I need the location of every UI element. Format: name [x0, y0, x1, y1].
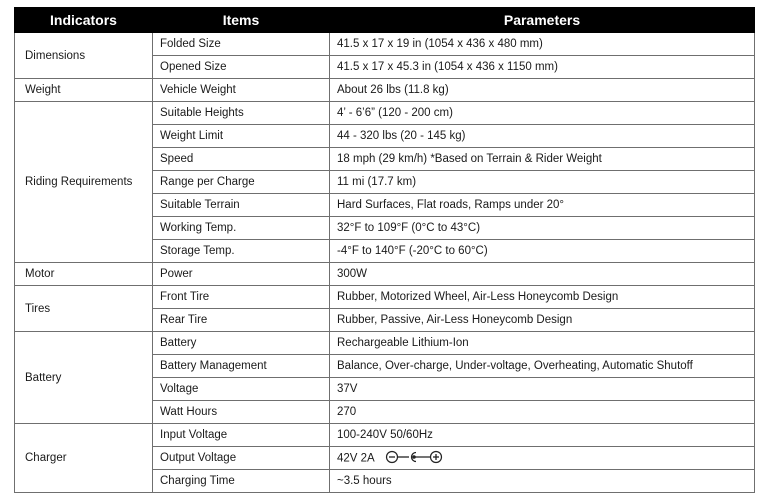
parameter-value: Hard Surfaces, Flat roads, Ramps under 20° — [337, 199, 565, 211]
parameter-cell — [330, 401, 755, 424]
item-cell: Opened Size — [153, 56, 330, 79]
indicator-cell: Charger — [15, 424, 153, 493]
table-row — [15, 79, 755, 102]
item-cell: Storage Temp. — [153, 240, 330, 263]
parameter-value: 42V 2A — [337, 452, 375, 465]
parameter-cell — [330, 378, 755, 401]
item-cell: Watt Hours — [153, 401, 330, 424]
indicator-cell: Weight — [15, 79, 153, 102]
parameter-cell — [330, 217, 755, 240]
parameter-value: 41.5 x 17 x 19 in (1054 x 436 x 480 mm) — [337, 38, 543, 50]
parameter-cell — [330, 194, 755, 217]
parameter-cell — [330, 240, 755, 263]
item-cell: Weight Limit — [153, 125, 330, 148]
parameter-cell — [330, 148, 755, 171]
item-cell: Input Voltage — [153, 424, 330, 447]
item-cell: Range per Charge — [153, 171, 330, 194]
item-cell: Charging Time — [153, 470, 330, 493]
table-body — [15, 33, 755, 493]
parameter-cell — [330, 79, 755, 102]
parameter-value: 300W — [337, 268, 368, 280]
item-cell: Front Tire — [153, 286, 330, 309]
header-parameters: Parameters — [330, 8, 755, 33]
parameter-value: -4°F to 140°F (-20°C to 60°C) — [337, 245, 488, 257]
item-cell: Power — [153, 263, 330, 286]
table-row — [15, 263, 755, 286]
parameter-cell — [330, 102, 755, 125]
table-row — [15, 33, 755, 56]
item-cell: Battery — [153, 332, 330, 355]
item-cell: Suitable Heights — [153, 102, 330, 125]
item-cell: Working Temp. — [153, 217, 330, 240]
item-cell: Speed — [153, 148, 330, 171]
parameter-cell — [330, 355, 755, 378]
parameter-cell — [330, 447, 755, 470]
item-cell: Vehicle Weight — [153, 79, 330, 102]
header-row — [15, 8, 755, 33]
parameter-value: ~3.5 hours — [337, 475, 392, 487]
parameter-value: 100-240V 50/60Hz — [337, 429, 433, 441]
parameter-value: 41.5 x 17 x 45.3 in (1054 x 436 x 1150 mm) — [337, 61, 558, 73]
indicator-cell: Riding Requirements — [15, 102, 153, 263]
parameter-value: Rubber, Motorized Wheel, Air-Less Honeycomb Design — [337, 291, 619, 303]
parameter-value: Balance, Over-charge, Under-voltage, Overheating, Automatic Shutoff — [337, 360, 693, 372]
parameter-value: 11 mi (17.7 km) — [337, 176, 417, 188]
parameter-value: About 26 lbs (11.8 kg) — [337, 84, 449, 96]
item-cell: Voltage — [153, 378, 330, 401]
parameter-value: 37V — [337, 383, 358, 395]
parameter-value: 4’ - 6’6” (120 - 200 cm) — [337, 107, 453, 119]
parameter-value: 32°F to 109°F (0°C to 43°C) — [337, 222, 481, 234]
table-row — [15, 102, 755, 125]
indicator-cell: Tires — [15, 286, 153, 332]
parameter-cell — [330, 332, 755, 355]
header-indicators: Indicators — [15, 8, 153, 33]
parameter-value: Rechargeable Lithium-Ion — [337, 337, 469, 349]
parameter-value: 270 — [337, 406, 357, 418]
table-row — [15, 286, 755, 309]
parameter-value: 44 - 320 lbs (20 - 145 kg) — [337, 130, 466, 142]
parameter-cell — [330, 309, 755, 332]
indicator-cell: Dimensions — [15, 33, 153, 79]
header-items: Items — [153, 8, 330, 33]
parameter-cell — [330, 424, 755, 447]
parameter-value: 18 mph (29 km/h) *Based on Terrain & Rider Weight — [337, 153, 602, 165]
parameter-cell — [330, 263, 755, 286]
indicator-cell: Motor — [15, 263, 153, 286]
table-row — [15, 332, 755, 355]
dc-polarity-icon — [385, 450, 443, 467]
item-cell: Battery Management — [153, 355, 330, 378]
indicator-cell: Battery — [15, 332, 153, 424]
parameter-cell — [330, 171, 755, 194]
parameter-cell — [330, 470, 755, 493]
item-cell: Folded Size — [153, 33, 330, 56]
table-row — [15, 424, 755, 447]
item-cell: Suitable Terrain — [153, 194, 330, 217]
parameter-cell — [330, 125, 755, 148]
parameter-cell — [330, 286, 755, 309]
parameter-cell — [330, 33, 755, 56]
item-cell: Output Voltage — [153, 447, 330, 470]
parameter-cell — [330, 56, 755, 79]
parameter-value: Rubber, Passive, Air-Less Honeycomb Design — [337, 314, 573, 326]
specifications-table — [14, 7, 755, 493]
item-cell: Rear Tire — [153, 309, 330, 332]
